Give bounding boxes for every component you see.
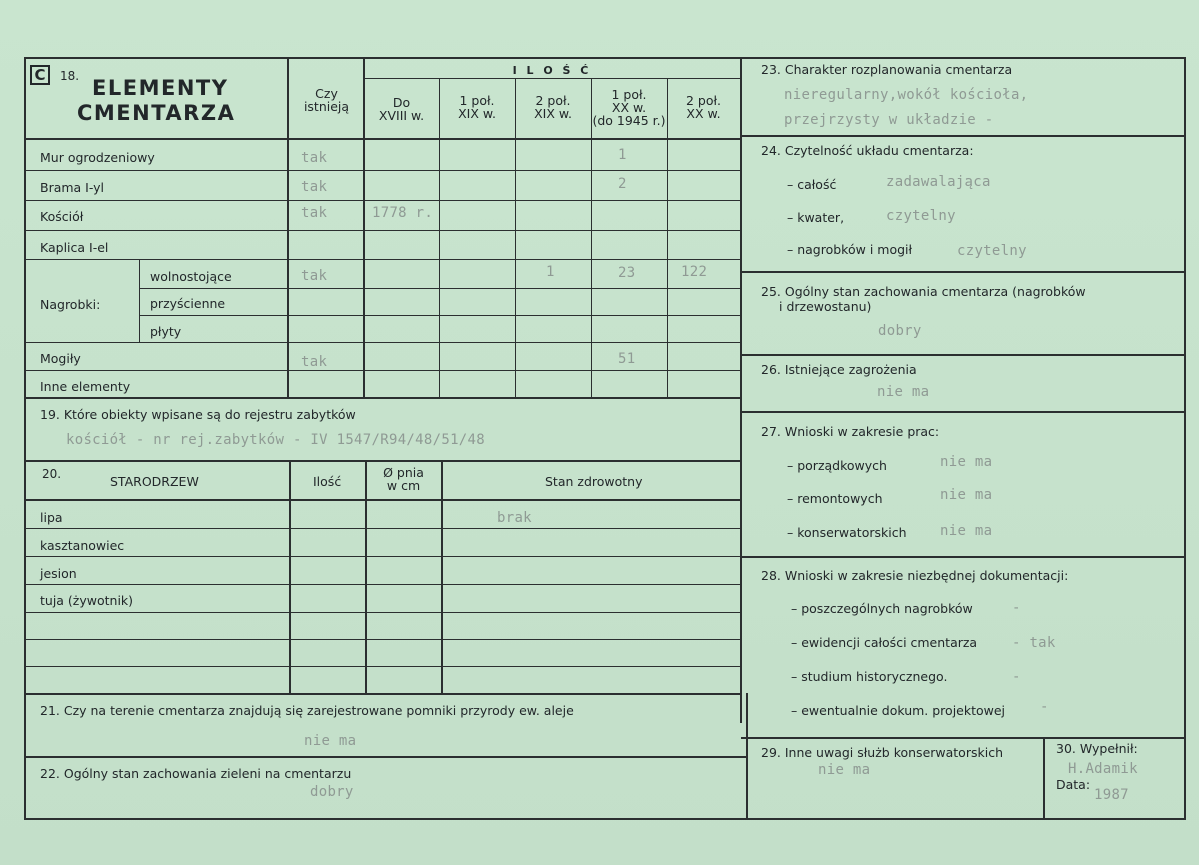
divider	[26, 584, 741, 585]
col-pnia: Ø pnia w cm	[383, 465, 424, 493]
divider	[26, 639, 741, 640]
doc-item-value: -	[1040, 699, 1049, 715]
value-kosciol-do18: 1778 r.	[372, 205, 434, 221]
tree-lipa: lipa	[40, 510, 63, 525]
doc-item-label: – ewentualnie dokum. projektowej	[791, 703, 1006, 718]
konserwatorskich-label: – konserwatorskich	[787, 525, 907, 540]
divider	[741, 271, 1185, 273]
section-23-label: 23. Charakter rozplanowania cmentarza	[761, 62, 1013, 77]
col-2pol-19w: 2 poł. XIX w.	[534, 93, 572, 121]
col-ilosc: Ilość	[313, 474, 342, 489]
divider	[746, 693, 748, 820]
tree-tuja: tuja (żywotnik)	[40, 593, 134, 608]
section-20-title: STARODRZEW	[110, 474, 199, 489]
doc-item-value: - tak	[1012, 635, 1056, 651]
divider	[139, 260, 140, 343]
doc-item-label: – poszczególnych nagrobków	[791, 601, 973, 616]
filled-by-name: H.Adamik	[1068, 761, 1138, 777]
divider	[1043, 738, 1045, 820]
value-wolno-19b: 1	[546, 264, 555, 280]
col-2pol-20w: 2 poł. XX w.	[685, 93, 722, 121]
divider	[26, 342, 741, 343]
date-label: Data:	[1056, 777, 1091, 792]
divider	[740, 59, 742, 723]
value-mur-czy: tak	[301, 150, 328, 166]
remontowych-label: – remontowych	[787, 491, 883, 506]
doc-item-label: – ewidencji całości cmentarza	[791, 635, 978, 650]
section-26-value: nie ma	[877, 384, 930, 400]
section-27-label: 27. Wnioski w zakresie prac:	[761, 424, 940, 439]
nagrobkow-value: czytelny	[957, 243, 1027, 259]
divider	[26, 170, 741, 171]
row-przyscienne: przyścienne	[150, 296, 226, 311]
ilosc-header: I L O Ś Ć	[512, 64, 592, 77]
value-kosciol-czy: tak	[301, 205, 328, 221]
value-mur-20a: 1	[618, 147, 627, 163]
section-23-value-line1: nieregularny,wokół kościoła,	[784, 87, 1029, 103]
col-czy-istnieja: Czy istnieją	[303, 86, 350, 114]
remontowych-value: nie ma	[940, 487, 993, 503]
section-22-value: dobry	[310, 784, 354, 800]
col-1pol-19w: 1 poł. XIX w.	[458, 93, 496, 121]
value-wolno-czy: tak	[301, 268, 328, 284]
divider	[741, 135, 1185, 137]
divider	[26, 666, 741, 667]
divider	[591, 79, 592, 398]
nagrobkow-label: – nagrobków i mogił	[787, 242, 913, 257]
value-wolno-20b: 122	[681, 264, 708, 280]
row-kaplica: Kaplica I-el	[40, 240, 109, 255]
divider	[26, 556, 741, 557]
row-nagrobki: Nagrobki:	[40, 297, 101, 312]
divider	[741, 411, 1185, 413]
divider	[441, 461, 443, 694]
section-30-label: 30. Wypełnił:	[1056, 741, 1138, 756]
divider	[26, 460, 741, 462]
section-29-label: 29. Inne uwagi służb konserwatorskich	[761, 745, 1003, 760]
col-stan: Stan zdrowotny	[545, 474, 643, 489]
section-29-value: nie ma	[818, 762, 871, 778]
row-brama: Brama I-yl	[40, 180, 105, 195]
section-25-label-line2: i drzewostanu)	[779, 299, 872, 314]
section-21-value: nie ma	[304, 733, 357, 749]
row-wolnostojace: wolnostojące	[150, 269, 232, 284]
section-21-label: 21. Czy na terenie cmentarza znajdują się zarejestrowane pomniki przyrody ew. aleje	[40, 703, 574, 718]
divider	[741, 354, 1185, 356]
doc-item-value: -	[1012, 669, 1021, 685]
tree-jesion: jesion	[40, 566, 77, 581]
divider	[26, 499, 741, 501]
date-value: 1987	[1094, 787, 1129, 803]
divider	[363, 59, 365, 398]
row-mur: Mur ogrodzeniowy	[40, 150, 155, 165]
value-mogily-20a: 51	[618, 351, 636, 367]
section-23-value-line2: przejrzysty w układzie -	[784, 112, 994, 128]
divider	[667, 79, 668, 398]
divider	[26, 693, 741, 695]
divider	[741, 737, 1185, 739]
section-20-number: 20.	[42, 467, 62, 481]
value-wolno-20a: 23	[618, 265, 636, 281]
divider	[287, 59, 289, 398]
section-22-label: 22. Ogólny stan zachowania zieleni na cmentarzu	[40, 766, 352, 781]
divider	[26, 397, 741, 399]
section-26-label: 26. Istniejące zagrożenia	[761, 362, 917, 377]
doc-item-label: – studium historycznego.	[791, 669, 948, 684]
value-brama-20a: 2	[618, 176, 627, 192]
col-1pol-20w: 1 poł. XX w. (do 1945 r.)	[592, 87, 666, 128]
row-kosciol: Kościół	[40, 209, 84, 224]
divider	[26, 138, 741, 140]
divider	[26, 230, 741, 231]
doc-item-value: -	[1012, 600, 1021, 616]
divider	[26, 370, 741, 371]
porzadkowych-label: – porządkowych	[787, 458, 887, 473]
row-plyty: płyty	[150, 324, 182, 339]
section-18-number: 18.	[60, 69, 80, 83]
divider	[26, 756, 748, 758]
tree-kasztanowiec: kasztanowiec	[40, 538, 125, 553]
row-inne: Inne elementy	[40, 379, 131, 394]
section-28-label: 28. Wnioski w zakresie niezbędnej dokumentacji:	[761, 568, 1069, 583]
divider	[515, 79, 516, 398]
kwater-label: – kwater,	[787, 210, 845, 225]
divider	[26, 200, 741, 201]
divider	[140, 288, 741, 289]
konserwatorskich-value: nie ma	[940, 523, 993, 539]
section-19-label: 19. Które obiekty wpisane są do rejestru zabytków	[40, 407, 356, 422]
kwater-value: czytelny	[886, 208, 956, 224]
section-25-label-line1: 25. Ogólny stan zachowania cmentarza (nagrobków	[761, 284, 1086, 299]
divider	[365, 461, 367, 694]
divider	[26, 612, 741, 613]
category-box: C	[30, 65, 50, 85]
row-mogily: Mogiły	[40, 351, 81, 366]
value-brama-czy: tak	[301, 179, 328, 195]
divider	[26, 528, 741, 529]
divider	[364, 78, 741, 79]
calosc-value: zadawalająca	[886, 174, 991, 190]
divider	[140, 315, 741, 316]
value-mogily-czy: tak	[301, 354, 328, 370]
section-19-value: kościół - nr rej.zabytków - IV 1547/R94/48/51/48	[66, 432, 485, 448]
section-18-title-line1: ELEMENTY	[92, 76, 229, 100]
calosc-label: – całość	[787, 177, 837, 192]
divider	[26, 259, 741, 260]
section-25-value: dobry	[878, 323, 922, 339]
section-18-title-line2: CMENTARZA	[77, 101, 236, 125]
divider	[289, 461, 291, 694]
divider	[741, 556, 1185, 558]
porzadkowych-value: nie ma	[940, 454, 993, 470]
divider	[439, 79, 440, 398]
stan-value: brak	[497, 510, 532, 526]
section-24-label: 24. Czytelność układu cmentarza:	[761, 143, 974, 158]
col-do-18w: Do XVIII w.	[378, 95, 425, 123]
